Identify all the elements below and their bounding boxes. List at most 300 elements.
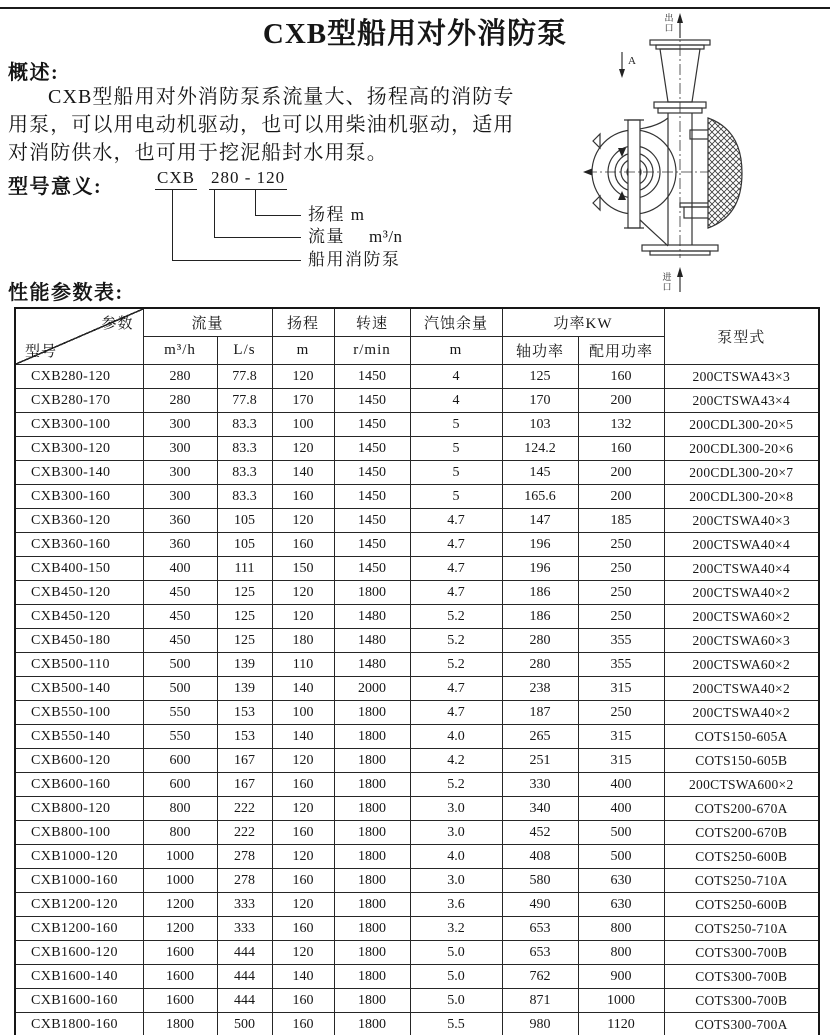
cell-rated-power: 630	[578, 893, 664, 917]
diagram-label-head: 扬程 m	[308, 205, 366, 224]
cell-pump-type: COTS150-605B	[664, 749, 819, 773]
cell-rated-power: 315	[578, 677, 664, 701]
cell-head: 160	[272, 917, 334, 941]
cell-rated-power: 160	[578, 437, 664, 461]
cell-flow-ls: 153	[217, 725, 272, 749]
cell-pump-type: 200CTSWA43×4	[664, 389, 819, 413]
cell-rated-power: 800	[578, 917, 664, 941]
cell-model: CXB600-160	[15, 773, 143, 797]
cell-flow-ls: 83.3	[217, 413, 272, 437]
cell-shaft-power: 490	[502, 893, 578, 917]
cell-flow-m3h: 1000	[143, 845, 217, 869]
cell-shaft-power: 871	[502, 989, 578, 1013]
cell-model: CXB360-160	[15, 533, 143, 557]
cell-shaft-power: 165.6	[502, 485, 578, 509]
view-a-arrow-icon	[619, 52, 625, 78]
cell-rated-power: 315	[578, 749, 664, 773]
table-row	[15, 629, 819, 653]
header-npsh: 汽蚀余量	[410, 308, 502, 337]
cell-speed: 1450	[334, 389, 410, 413]
table-row	[15, 725, 819, 749]
table-row	[15, 581, 819, 605]
cell-shaft-power: 280	[502, 653, 578, 677]
cell-npsh: 3.2	[410, 917, 502, 941]
cell-npsh: 3.6	[410, 893, 502, 917]
cell-shaft-power: 124.2	[502, 437, 578, 461]
table-row	[15, 917, 819, 941]
cell-shaft-power: 452	[502, 821, 578, 845]
cell-rated-power: 500	[578, 845, 664, 869]
cell-npsh: 4	[410, 365, 502, 389]
corner-label-param: 参数	[101, 316, 134, 332]
cell-speed: 1800	[334, 773, 410, 797]
cell-head: 140	[272, 461, 334, 485]
cell-flow-ls: 153	[217, 701, 272, 725]
cell-head: 120	[272, 941, 334, 965]
cell-speed: 1800	[334, 989, 410, 1013]
cell-model: CXB300-140	[15, 461, 143, 485]
cell-pump-type: 200CTSWA60×2	[664, 653, 819, 677]
cell-speed: 1800	[334, 845, 410, 869]
cell-head: 180	[272, 629, 334, 653]
cell-rated-power: 200	[578, 389, 664, 413]
cell-speed: 1450	[334, 413, 410, 437]
cell-rated-power: 1000	[578, 989, 664, 1013]
cell-flow-ls: 278	[217, 845, 272, 869]
cell-head: 120	[272, 605, 334, 629]
cell-pump-type: COTS300-700B	[664, 965, 819, 989]
table-row	[15, 797, 819, 821]
cell-head: 170	[272, 389, 334, 413]
table-row	[15, 773, 819, 797]
cell-rated-power: 400	[578, 773, 664, 797]
cell-head: 160	[272, 821, 334, 845]
cell-pump-type: 200CTSWA40×2	[664, 581, 819, 605]
cell-flow-m3h: 450	[143, 605, 217, 629]
cell-model: CXB1000-120	[15, 845, 143, 869]
cell-pump-type: 200CTSWA600×2	[664, 773, 819, 797]
cell-model: CXB1600-120	[15, 941, 143, 965]
cell-model: CXB1800-160	[15, 1013, 143, 1035]
cell-flow-ls: 105	[217, 533, 272, 557]
cell-model: CXB1200-160	[15, 917, 143, 941]
cell-speed: 1480	[334, 629, 410, 653]
cell-pump-type: 200CTSWA40×4	[664, 557, 819, 581]
cell-flow-m3h: 600	[143, 773, 217, 797]
discharge-cone	[660, 49, 700, 102]
cell-rated-power: 900	[578, 965, 664, 989]
cell-flow-m3h: 1200	[143, 917, 217, 941]
cell-rated-power: 250	[578, 701, 664, 725]
cell-flow-m3h: 550	[143, 725, 217, 749]
header-pump-type: 泵型式	[664, 308, 819, 365]
cell-npsh: 4.7	[410, 677, 502, 701]
cell-pump-type: 200CTSWA40×3	[664, 509, 819, 533]
cell-rated-power: 200	[578, 461, 664, 485]
cell-flow-m3h: 280	[143, 365, 217, 389]
cell-npsh: 5	[410, 461, 502, 485]
cell-rated-power: 315	[578, 725, 664, 749]
table-row	[15, 365, 819, 389]
cell-rated-power: 250	[578, 581, 664, 605]
view-a-label: A	[628, 55, 636, 67]
cell-flow-m3h: 1600	[143, 941, 217, 965]
table-row	[15, 605, 819, 629]
cell-model: CXB300-120	[15, 437, 143, 461]
cell-model: CXB360-120	[15, 509, 143, 533]
cell-head: 100	[272, 413, 334, 437]
model-meaning-heading: 型号意义:	[8, 176, 103, 198]
cell-flow-m3h: 800	[143, 797, 217, 821]
diagram-label-flow-unit: m³/n	[369, 227, 403, 246]
cell-npsh: 4.7	[410, 581, 502, 605]
cell-model: CXB450-180	[15, 629, 143, 653]
params-heading: 性能参数表:	[8, 282, 124, 304]
cell-speed: 1800	[334, 917, 410, 941]
cell-model: CXB400-150	[15, 557, 143, 581]
cell-flow-m3h: 500	[143, 653, 217, 677]
table-row	[15, 485, 819, 509]
cell-pump-type: COTS250-600B	[664, 893, 819, 917]
cell-pump-type: 200CDL300-20×5	[664, 413, 819, 437]
cell-npsh: 4.0	[410, 845, 502, 869]
header-flow-m3h: m³/h	[143, 337, 217, 365]
cell-flow-m3h: 360	[143, 509, 217, 533]
cell-head: 140	[272, 677, 334, 701]
cell-pump-type: COTS250-600B	[664, 845, 819, 869]
cell-shaft-power: 170	[502, 389, 578, 413]
cell-flow-m3h: 1000	[143, 869, 217, 893]
params-table-body	[15, 365, 819, 1035]
header-head: 扬程	[272, 308, 334, 337]
cell-npsh: 4.7	[410, 701, 502, 725]
cell-npsh: 5.2	[410, 629, 502, 653]
cell-pump-type: 200CDL300-20×7	[664, 461, 819, 485]
cell-head: 140	[272, 965, 334, 989]
sectioned-dome	[708, 118, 742, 228]
cell-shaft-power: 340	[502, 797, 578, 821]
cell-rated-power: 800	[578, 941, 664, 965]
connector-line-base	[172, 190, 301, 261]
cell-shaft-power: 330	[502, 773, 578, 797]
outlet-arrow-icon	[677, 13, 683, 38]
cell-flow-m3h: 1800	[143, 1013, 217, 1035]
cell-pump-type: 200CDL300-20×6	[664, 437, 819, 461]
cell-pump-type: COTS300-700A	[664, 1013, 819, 1035]
table-row	[15, 437, 819, 461]
cell-shaft-power: 196	[502, 533, 578, 557]
cell-head: 110	[272, 653, 334, 677]
header-flow-group: 流量	[143, 308, 272, 337]
cell-head: 100	[272, 701, 334, 725]
cell-rated-power: 185	[578, 509, 664, 533]
cell-shaft-power: 103	[502, 413, 578, 437]
cell-model: CXB800-100	[15, 821, 143, 845]
cell-head: 160	[272, 485, 334, 509]
cell-pump-type: COTS150-605A	[664, 725, 819, 749]
cell-npsh: 5.2	[410, 773, 502, 797]
cell-flow-m3h: 1600	[143, 965, 217, 989]
cell-flow-m3h: 400	[143, 557, 217, 581]
cell-head: 120	[272, 749, 334, 773]
cell-flow-ls: 83.3	[217, 461, 272, 485]
cell-speed: 1800	[334, 701, 410, 725]
cell-npsh: 5.2	[410, 653, 502, 677]
cell-flow-ls: 83.3	[217, 437, 272, 461]
table-row	[15, 653, 819, 677]
cell-speed: 1480	[334, 653, 410, 677]
cell-flow-m3h: 300	[143, 485, 217, 509]
cell-head: 150	[272, 557, 334, 581]
table-row	[15, 869, 819, 893]
cell-pump-type: 200CTSWA43×3	[664, 365, 819, 389]
table-row	[15, 461, 819, 485]
table-row	[15, 749, 819, 773]
inlet-arrow-icon	[677, 267, 683, 292]
cell-speed: 1800	[334, 797, 410, 821]
cell-speed: 1800	[334, 941, 410, 965]
cell-flow-ls: 222	[217, 797, 272, 821]
corner-header-cell	[15, 308, 143, 365]
cell-flow-m3h: 450	[143, 629, 217, 653]
header-speed: 转速	[334, 308, 410, 337]
overview-line-1: CXB型船用对外消防泵系流量大、扬程高的消防专	[48, 86, 515, 108]
outlet-label-2: 口	[664, 23, 674, 33]
cell-head: 160	[272, 1013, 334, 1035]
cell-shaft-power: 408	[502, 845, 578, 869]
cell-model: CXB450-120	[15, 581, 143, 605]
cell-npsh: 4.7	[410, 509, 502, 533]
cell-flow-ls: 139	[217, 677, 272, 701]
cell-model: CXB300-100	[15, 413, 143, 437]
cell-flow-ls: 77.8	[217, 389, 272, 413]
cell-speed: 1800	[334, 1013, 410, 1035]
inlet-label-2: 口	[662, 282, 672, 292]
table-row	[15, 989, 819, 1013]
cell-shaft-power: 125	[502, 365, 578, 389]
cell-flow-ls: 139	[217, 653, 272, 677]
cell-model: CXB1000-160	[15, 869, 143, 893]
cell-npsh: 4.0	[410, 725, 502, 749]
cell-flow-m3h: 450	[143, 581, 217, 605]
table-row	[15, 965, 819, 989]
page-title: CXB型船用对外消防泵	[262, 18, 568, 50]
cell-speed: 1800	[334, 821, 410, 845]
header-rated-power: 配用功率	[578, 337, 664, 365]
cell-speed: 1450	[334, 557, 410, 581]
table-row	[15, 941, 819, 965]
cell-rated-power: 250	[578, 557, 664, 581]
cell-shaft-power: 147	[502, 509, 578, 533]
cell-npsh: 5	[410, 485, 502, 509]
cell-model: CXB550-100	[15, 701, 143, 725]
cell-flow-ls: 444	[217, 941, 272, 965]
cell-shaft-power: 580	[502, 869, 578, 893]
cell-shaft-power: 186	[502, 581, 578, 605]
cell-pump-type: COTS250-710A	[664, 917, 819, 941]
cell-shaft-power: 762	[502, 965, 578, 989]
cell-speed: 2000	[334, 677, 410, 701]
cell-shaft-power: 196	[502, 557, 578, 581]
cell-pump-type: 200CDL300-20×8	[664, 485, 819, 509]
cell-shaft-power: 653	[502, 917, 578, 941]
cell-model: CXB280-170	[15, 389, 143, 413]
table-row	[15, 893, 819, 917]
cell-rated-power: 630	[578, 869, 664, 893]
header-speed-unit: r/min	[334, 337, 410, 365]
table-row	[15, 821, 819, 845]
cell-rated-power: 250	[578, 533, 664, 557]
cell-speed: 1480	[334, 605, 410, 629]
cell-speed: 1450	[334, 533, 410, 557]
cell-flow-ls: 444	[217, 965, 272, 989]
corner-label-model: 型号	[25, 344, 58, 360]
header-shaft-power: 轴功率	[502, 337, 578, 365]
cell-flow-m3h: 550	[143, 701, 217, 725]
cell-head: 120	[272, 893, 334, 917]
cell-npsh: 4	[410, 389, 502, 413]
cell-shaft-power: 265	[502, 725, 578, 749]
cell-speed: 1800	[334, 749, 410, 773]
cell-speed: 1800	[334, 965, 410, 989]
cell-flow-m3h: 500	[143, 677, 217, 701]
cell-rated-power: 250	[578, 605, 664, 629]
cell-pump-type: 200CTSWA60×3	[664, 629, 819, 653]
cell-shaft-power: 251	[502, 749, 578, 773]
cell-npsh: 5.0	[410, 989, 502, 1013]
overview-line-2: 用泵，可以用电动机驱动，也可以用柴油机驱动，适用	[8, 114, 515, 136]
cell-flow-ls: 125	[217, 629, 272, 653]
overview-line-3: 对消防供水，也可用于挖泥船封水用泵。	[8, 142, 388, 164]
cell-speed: 1450	[334, 461, 410, 485]
cell-flow-m3h: 280	[143, 389, 217, 413]
cell-head: 160	[272, 533, 334, 557]
cell-speed: 1450	[334, 509, 410, 533]
diagram-label-base: 船用消防泵	[308, 250, 401, 269]
cell-npsh: 3.0	[410, 821, 502, 845]
cell-npsh: 5.0	[410, 941, 502, 965]
cell-flow-m3h: 300	[143, 437, 217, 461]
cell-pump-type: 200CTSWA60×2	[664, 605, 819, 629]
table-row	[15, 557, 819, 581]
cell-model: CXB280-120	[15, 365, 143, 389]
header-flow-ls: L/s	[217, 337, 272, 365]
cell-flow-m3h: 1200	[143, 893, 217, 917]
cell-speed: 1450	[334, 485, 410, 509]
cell-rated-power: 400	[578, 797, 664, 821]
cell-flow-ls: 333	[217, 917, 272, 941]
cell-npsh: 5.2	[410, 605, 502, 629]
cell-flow-m3h: 1600	[143, 989, 217, 1013]
table-row	[15, 1013, 819, 1035]
cell-rated-power: 355	[578, 653, 664, 677]
cell-rated-power: 1120	[578, 1013, 664, 1035]
table-row	[15, 389, 819, 413]
cell-flow-ls: 167	[217, 773, 272, 797]
cell-model: CXB450-120	[15, 605, 143, 629]
cell-flow-ls: 167	[217, 749, 272, 773]
cell-flow-ls: 77.8	[217, 365, 272, 389]
cell-npsh: 5	[410, 413, 502, 437]
cell-model: CXB500-140	[15, 677, 143, 701]
model-code-numbers: 280 - 120	[209, 168, 287, 190]
cell-rated-power: 160	[578, 365, 664, 389]
cell-rated-power: 355	[578, 629, 664, 653]
cell-flow-m3h: 600	[143, 749, 217, 773]
header-npsh-unit: m	[410, 337, 502, 365]
cell-npsh: 3.0	[410, 869, 502, 893]
header-power-group: 功率KW	[502, 308, 664, 337]
overview-paragraph	[8, 83, 564, 167]
table-row	[15, 701, 819, 725]
cell-model: CXB1200-120	[15, 893, 143, 917]
cell-rated-power: 132	[578, 413, 664, 437]
cell-npsh: 5.0	[410, 965, 502, 989]
cell-npsh: 4.7	[410, 557, 502, 581]
cell-model: CXB300-160	[15, 485, 143, 509]
overview-heading: 概述:	[8, 62, 60, 84]
cell-flow-ls: 125	[217, 581, 272, 605]
header-head-unit: m	[272, 337, 334, 365]
cell-head: 120	[272, 845, 334, 869]
cell-shaft-power: 187	[502, 701, 578, 725]
cell-pump-type: 200CTSWA40×2	[664, 701, 819, 725]
cell-shaft-power: 238	[502, 677, 578, 701]
cell-shaft-power: 145	[502, 461, 578, 485]
cell-model: CXB500-110	[15, 653, 143, 677]
inlet-label: 进	[662, 272, 672, 282]
model-code-prefix: CXB	[155, 168, 197, 190]
cell-pump-type: COTS300-700B	[664, 989, 819, 1013]
table-row	[15, 533, 819, 557]
cell-pump-type: COTS300-700B	[664, 941, 819, 965]
cell-head: 120	[272, 581, 334, 605]
header-row-1	[15, 308, 819, 337]
cell-flow-m3h: 360	[143, 533, 217, 557]
cell-head: 120	[272, 365, 334, 389]
table-row	[15, 509, 819, 533]
cell-flow-ls: 500	[217, 1013, 272, 1035]
cell-flow-m3h: 300	[143, 413, 217, 437]
cell-flow-ls: 111	[217, 557, 272, 581]
cell-model: CXB1600-160	[15, 989, 143, 1013]
cell-model: CXB1600-140	[15, 965, 143, 989]
cell-pump-type: COTS200-670A	[664, 797, 819, 821]
cell-flow-ls: 278	[217, 869, 272, 893]
cell-pump-type: COTS200-670B	[664, 821, 819, 845]
cell-model: CXB800-120	[15, 797, 143, 821]
cell-speed: 1800	[334, 725, 410, 749]
table-row	[15, 677, 819, 701]
cell-flow-ls: 125	[217, 605, 272, 629]
diagram-label-flow: 流量 m³/n	[308, 227, 403, 246]
cell-npsh: 5.5	[410, 1013, 502, 1035]
cell-flow-m3h: 300	[143, 461, 217, 485]
cell-speed: 1450	[334, 437, 410, 461]
cell-speed: 1800	[334, 581, 410, 605]
cell-rated-power: 200	[578, 485, 664, 509]
table-row	[15, 413, 819, 437]
cell-model: CXB550-140	[15, 725, 143, 749]
cell-npsh: 3.0	[410, 797, 502, 821]
cell-head: 160	[272, 773, 334, 797]
cell-pump-type: 200CTSWA40×2	[664, 677, 819, 701]
cell-npsh: 4.7	[410, 533, 502, 557]
cell-flow-ls: 105	[217, 509, 272, 533]
model-code	[155, 168, 287, 188]
cell-flow-ls: 333	[217, 893, 272, 917]
params-table	[14, 307, 820, 1035]
